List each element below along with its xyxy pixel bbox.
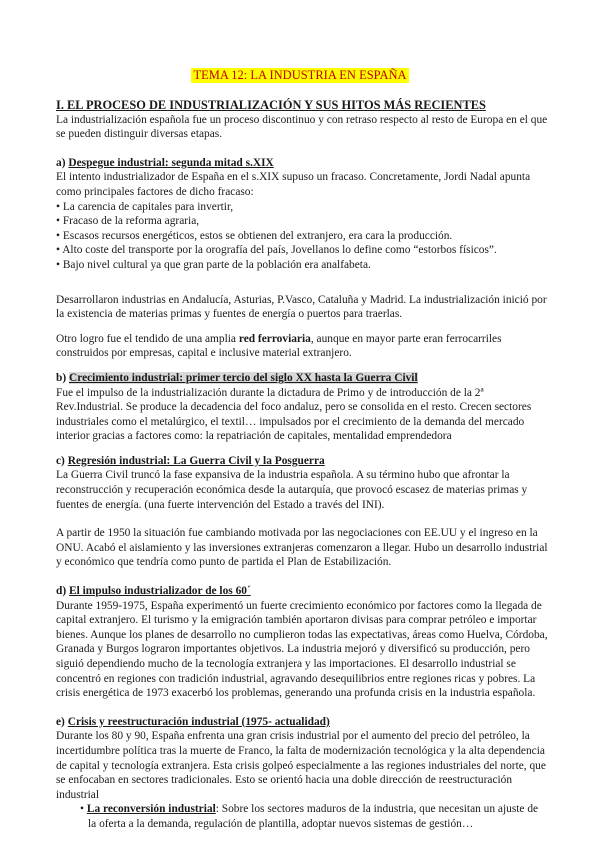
subsection-e-heading (56, 715, 548, 730)
document-title: TEMA 12: LA INDUSTRIA EN ESPAÑA (193, 68, 407, 82)
subsection-a-title: Despegue industrial: segunda mitad s.XIX (68, 156, 274, 169)
subsection-b-title: Crecimiento industrial: primer tercio del siglo XX hasta la Guerra Civil (69, 371, 418, 384)
subsection-c-label: c) (56, 454, 65, 467)
sub-bullet-item: • La reconversión industrial: Sobre los sectores maduros de la industria, que necesitan un ajuste de la oferta a la demanda, regulación de plantilla, adoptar nuevos sistemas de gestión… (80, 803, 539, 830)
subsection-a-paragraph-3: Otro logro fue el tendido de una amplia red ferroviaria, aunque en mayor parte eran ferrocarriles construidos por empresas, capital e inclusive material extranjero. (56, 332, 502, 360)
subsection-b-text: Fue el impulso de la industrialización durante la dictadura de Primo y de introducción de la 2ª Rev.Industrial. Se produce la decadencia del foco andaluz, pero se consolida en el resto. Crecen sectores industriales como el metalúrgico, el textil… impulsados por el crecimiento de la demanda del mercado interior gracias a factores como: la repatriación de capitales, mentalidad emprendedora (56, 386, 532, 443)
subsection-d-heading (56, 584, 548, 599)
bullet-item: • Bajo nivel cultural ya que gran parte de la población era analfabeta. (56, 258, 371, 271)
bullet-item: • Escasos recursos energéticos, estos se obtienen del extranjero, era cara la producción. (56, 229, 453, 242)
bullet-item: • La carencia de capitales para invertir, (56, 200, 234, 213)
subsection-a-label: a) (56, 156, 66, 169)
subsection-c-text-2: A partir de 1950 la situación fue cambiando motivada por las negociaciones con EE.UU y el ingreso en la ONU. Acabó el aislamiento y las inversiones extranjeras comenzaron a llegar. Hubo un desarrollo industrial y económico que tendría como punto de partida el Plan de Estabilización. (56, 527, 548, 569)
bullet-item: • Fracaso de la reforma agraria, (56, 215, 200, 228)
subsection-e-text: Durante los 80 y 90, España enfrenta una gran crisis industrial por el aumento del precio del petróleo, la incertidumbre política tras la muerte de Franco, la falta de modernización tecnológica y la alta dependencia de capital y tecnología extranjera. Esta crisis golpeó especialmente a las regiones industriales del norte, que se enfocaban en sectores tradicionales. Esto se orientó hacia una doble dirección de reestructuración industrial (56, 730, 546, 801)
bullet-item: • Alto coste del transporte por la orografía del país, Jovellanos lo define como “estorbos físicos”. (56, 244, 497, 257)
subsection-d-title: El impulso industrializador de los 60´ (69, 585, 251, 598)
subsection-d-text: Durante 1959-1975, España experimentó un fuerte crecimiento económico por factores como la llegada de capital extranjero. El turismo y la emigración también aportaron divisas para comprar petróleo e importar bienes. Aunque los planes de desarrollo no cumplieron todas las expectativas, áreas como Huelva, Córdoba, Granada y Burgos lograron importantes objetivos. La industria mejoró y diversificó su producción, pero siguió dependiendo mucho de la tecnología extranjera y las importaciones. El desarrollo industrial se concentró en regiones con tradición industrial, agravando desequilibrios entre regiones ricas y pobres. La crisis energética de 1973 exacerbó los problemas, generando una profunda crisis en la industria española. (56, 599, 548, 700)
subsection-b-label: b) (56, 371, 67, 384)
subsection-a-heading (56, 156, 548, 171)
subsection-e-label: e) (56, 715, 65, 728)
section-heading: I. EL PROCESO DE INDUSTRIALIZACIÓN Y SUS HITOS MÁS RECIENTES (56, 98, 486, 112)
subsection-e-title: Crisis y reestructuración industrial (1975- actualidad) (67, 715, 330, 728)
subsection-c-title: Regresión industrial: La Guerra Civil y la Posguerra (67, 454, 325, 467)
title-wrap (0, 66, 600, 84)
subsection-d-label: d) (56, 585, 67, 598)
subsection-a-paragraph-2: Desarrollaron industrias en Andalucía, Asturias, P.Vasco, Cataluña y Madrid. La industrialización inició por la existencia de materias primas y fuentes de energía o puertos para traerlas. (56, 293, 547, 321)
document-body (56, 98, 548, 832)
subsection-b-heading (56, 371, 548, 386)
railway-highlight: red ferroviaria (238, 332, 311, 345)
subsection-c-heading (56, 454, 548, 469)
subsection-a-text: El intento industrializador de España en el s.XIX supuso un fracaso. Concretamente, Jordi Nadal apunta como principales factores de dicho fracaso: (56, 171, 531, 198)
subsection-c-text: La Guerra Civil truncó la fase expansiva de la industria española. A su término hubo que afrontar la reconstrucción y recuperación económica desde la autarquía, que provocó escasez de materias primas y fuentes de energía. (una fuerte intervención del Estado a través del INI). (56, 469, 528, 511)
intro-paragraph: La industrialización española fue un proceso discontinuo y con retraso respecto al resto de Europa en el que se pueden distinguir diversas etapas. (56, 113, 548, 141)
sub-bullet-label: La reconversión industrial (86, 803, 216, 816)
